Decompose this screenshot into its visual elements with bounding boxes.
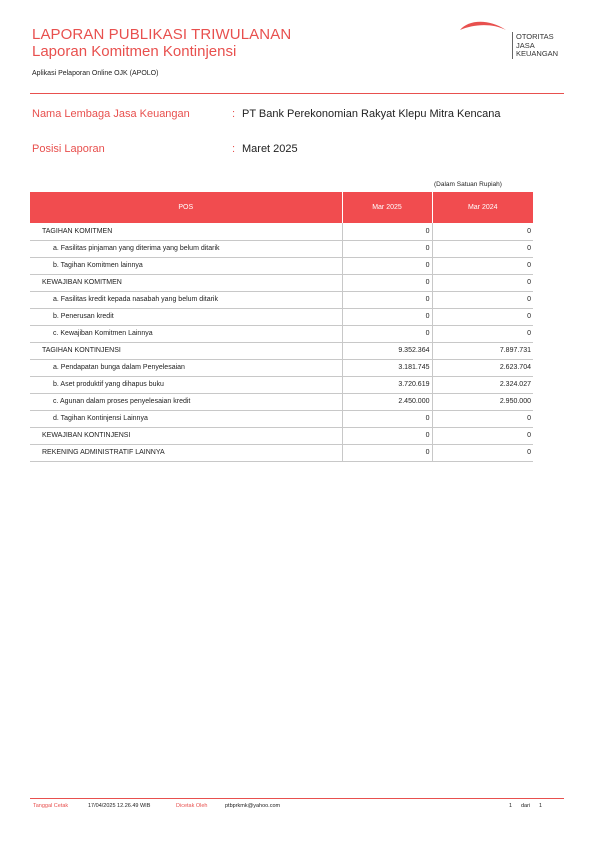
table-row: [30, 444, 533, 461]
row-value-mar-2025: 9.352.364: [342, 342, 432, 359]
row-label: TAGIHAN KOMITMEN: [30, 223, 342, 240]
row-label: TAGIHAN KONTINJENSI: [30, 342, 342, 359]
table-row: [30, 223, 533, 240]
logo-line-3: KEUANGAN: [516, 49, 559, 58]
row-value-mar-2025: 0: [342, 240, 432, 257]
row-value-mar-2025: 0: [342, 223, 432, 240]
row-label: d. Tagihan Kontinjensi Lainnya: [30, 410, 342, 427]
ojk-logo: [458, 20, 568, 62]
row-value-mar-2025: 0: [342, 410, 432, 427]
table-row: [30, 427, 533, 444]
row-value-mar-2024: 0: [432, 240, 533, 257]
row-value-mar-2025: 3.181.745: [342, 359, 432, 376]
row-value-mar-2025: 0: [342, 308, 432, 325]
column-header-mar-2024: Mar 2024: [432, 192, 533, 223]
table-row: [30, 257, 533, 274]
row-value-mar-2025: 0: [342, 274, 432, 291]
row-label: a. Fasilitas pinjaman yang diterima yang belum ditarik: [30, 240, 342, 257]
institution-value: PT Bank Perekonomian Rakyat Klepu Mitra Kencana: [242, 108, 501, 120]
logo-wordmark: [516, 33, 558, 59]
page-current: 1: [509, 803, 513, 809]
table-row: [30, 393, 533, 410]
commitment-contingency-table: [30, 192, 533, 462]
print-date-label: Tanggal Cetak: [33, 803, 69, 809]
position-colon: :: [232, 143, 236, 155]
column-header-mar-2025: Mar 2025: [342, 192, 432, 223]
printed-by-label: Dicetak Oleh: [176, 803, 208, 809]
logo-separator: [512, 32, 513, 59]
footer-divider: [30, 798, 564, 799]
row-label: KEWAJIBAN KONTINJENSI: [30, 427, 342, 444]
header-divider: [30, 93, 564, 94]
logo-line-2: JASA: [516, 40, 535, 50]
row-value-mar-2024: 0: [432, 410, 533, 427]
page-total: 1: [539, 803, 543, 809]
row-value-mar-2024: 0: [432, 257, 533, 274]
row-value-mar-2025: 2.450.000: [342, 393, 432, 410]
row-label: KEWAJIBAN KOMITMEN: [30, 274, 342, 291]
report-subtitle: Laporan Komitmen Kontinjensi: [32, 43, 237, 60]
row-label: b. Aset produktif yang dihapus buku: [30, 376, 342, 393]
institution-colon: :: [232, 108, 236, 120]
row-value-mar-2024: 0: [432, 291, 533, 308]
row-label: REKENING ADMINISTRATIF LAINNYA: [30, 444, 342, 461]
ojk-logo-icon: [458, 20, 512, 62]
units-note: (Dalam Satuan Rupiah): [434, 181, 502, 188]
app-name: Aplikasi Pelaporan Online OJK (APOLO): [32, 70, 159, 77]
row-value-mar-2024: 2.623.704: [432, 359, 533, 376]
row-value-mar-2024: 0: [432, 308, 533, 325]
row-value-mar-2024: 7.897.731: [432, 342, 533, 359]
row-value-mar-2025: 0: [342, 257, 432, 274]
row-value-mar-2025: 0: [342, 427, 432, 444]
table-row: [30, 274, 533, 291]
table-row: [30, 376, 533, 393]
table-row: [30, 342, 533, 359]
row-value-mar-2024: 2.324.027: [432, 376, 533, 393]
report-title: LAPORAN PUBLIKASI TRIWULANAN: [32, 26, 292, 43]
table-row: [30, 240, 533, 257]
table-row: [30, 308, 533, 325]
row-label: b. Penerusan kredit: [30, 308, 342, 325]
table-row: [30, 325, 533, 342]
row-label: b. Tagihan Komitmen lainnya: [30, 257, 342, 274]
row-value-mar-2025: 0: [342, 444, 432, 461]
row-label: c. Agunan dalam proses penyelesaian kredit: [30, 393, 342, 410]
printed-by-value: ptbprkmk@yahoo.com: [225, 803, 281, 809]
row-value-mar-2025: 0: [342, 325, 432, 342]
row-label: c. Kewajiban Komitmen Lainnya: [30, 325, 342, 342]
position-label: Posisi Laporan: [32, 143, 105, 155]
page-of-label: dari: [521, 803, 531, 809]
position-value: Maret 2025: [242, 143, 298, 155]
print-date-value: 17/04/2025 12.26.49 WIB: [88, 803, 151, 809]
row-value-mar-2024: 0: [432, 223, 533, 240]
row-value-mar-2024: 0: [432, 427, 533, 444]
table-row: [30, 410, 533, 427]
table-row: [30, 359, 533, 376]
institution-label: Nama Lembaga Jasa Keuangan: [32, 108, 190, 120]
row-value-mar-2025: 0: [342, 291, 432, 308]
row-label: a. Fasilitas kredit kepada nasabah yang belum ditarik: [30, 291, 342, 308]
row-label: a. Pendapatan bunga dalam Penyelesaian: [30, 359, 342, 376]
table-row: [30, 291, 533, 308]
table-header-row: [30, 192, 533, 223]
row-value-mar-2025: 3.720.619: [342, 376, 432, 393]
column-header-pos: POS: [30, 192, 342, 223]
row-value-mar-2024: 0: [432, 444, 533, 461]
row-value-mar-2024: 0: [432, 325, 533, 342]
logo-line-1: OTORITAS: [516, 32, 554, 41]
row-value-mar-2024: 2.950.000: [432, 393, 533, 410]
row-value-mar-2024: 0: [432, 274, 533, 291]
